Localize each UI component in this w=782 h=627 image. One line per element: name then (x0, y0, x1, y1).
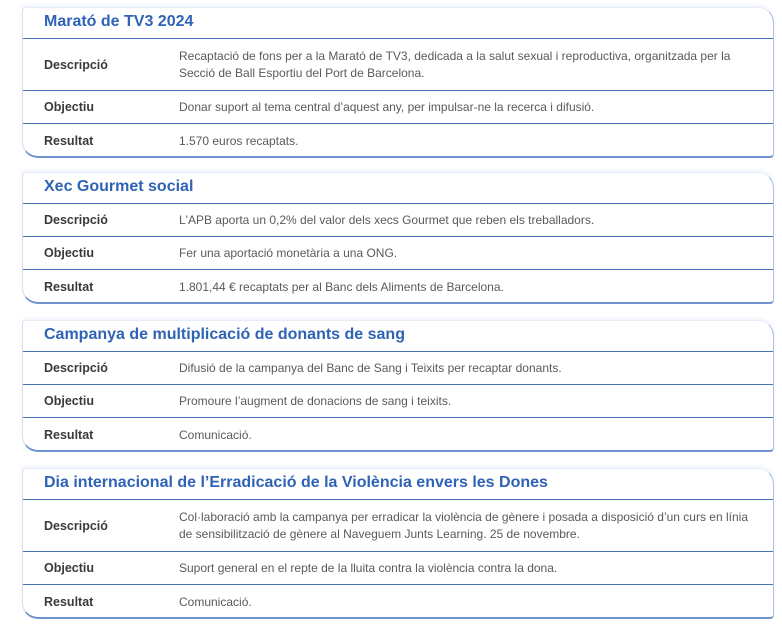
card-marato-tv3 (22, 7, 774, 158)
row-objective (23, 385, 773, 418)
row-label: Descripció (44, 361, 108, 375)
row-label: Descripció (44, 57, 108, 72)
card-donants-sang (22, 320, 774, 452)
card-xec-gourmet (22, 172, 774, 304)
row-objective (23, 552, 773, 585)
row-description (23, 500, 773, 552)
row-label: Objectiu (44, 100, 95, 114)
row-value: Comunicació. (179, 427, 252, 442)
row-value: Fer una aportació monetària a una ONG. (179, 245, 398, 260)
row-value: Promoure l’augment de donacions de sang i teixits. (179, 393, 452, 408)
row-label: Resultat (44, 595, 94, 609)
row-label: Objectiu (44, 246, 95, 260)
row-label: Objectiu (44, 394, 95, 408)
row-value: 1.570 euros recaptats. (179, 133, 299, 148)
row-label: Descripció (44, 518, 108, 533)
row-label: Resultat (44, 428, 94, 442)
row-value: Difusió de la campanya del Banc de Sang i Teixits per recaptar donants. (179, 360, 562, 375)
row-objective (23, 91, 773, 124)
card-violencia-dones (22, 468, 774, 619)
card-title: Dia internacional de l’Erradicació de la Violència envers les Dones (23, 469, 773, 500)
card-title: Campanya de multiplicació de donants de sang (23, 321, 773, 352)
row-label: Resultat (44, 134, 94, 148)
row-objective (23, 237, 773, 270)
row-label: Objectiu (44, 561, 95, 575)
card-title: Marató de TV3 2024 (23, 8, 773, 39)
row-result (23, 585, 773, 619)
row-value: 1.801,44 € recaptats per al Banc dels Aliments de Barcelona. (179, 279, 504, 294)
row-description (23, 352, 773, 385)
row-value: Comunicació. (179, 594, 252, 609)
row-value: L'APB aporta un 0,2% del valor dels xecs Gourmet que reben els treballadors. (179, 212, 595, 227)
row-description (23, 39, 773, 91)
row-result (23, 124, 773, 158)
row-label: Resultat (44, 280, 94, 294)
row-result (23, 270, 773, 304)
row-description (23, 204, 773, 237)
row-label: Descripció (44, 213, 108, 227)
row-value: Suport general en el repte de la lluita contra la violència contra la dona. (179, 560, 558, 575)
row-value: Recaptació de fons per a la Marató de TV3, dedicada a la salut sexual i reproductiva, organitzada per la Secció de Ball Esportiu del Port de Barcelona. (179, 48, 731, 80)
row-value: Donar suport al tema central d’aquest any, per impulsar-ne la recerca i difusió. (179, 99, 595, 114)
row-result (23, 418, 773, 452)
card-title: Xec Gourmet social (23, 173, 773, 204)
row-value: Col·laboració amb la campanya per erradicar la violència de gènere i posada a disposició d’un curs en línia de sensibilització de gènere al Naveguem Junts Learning. 25 de novembre. (179, 509, 748, 541)
